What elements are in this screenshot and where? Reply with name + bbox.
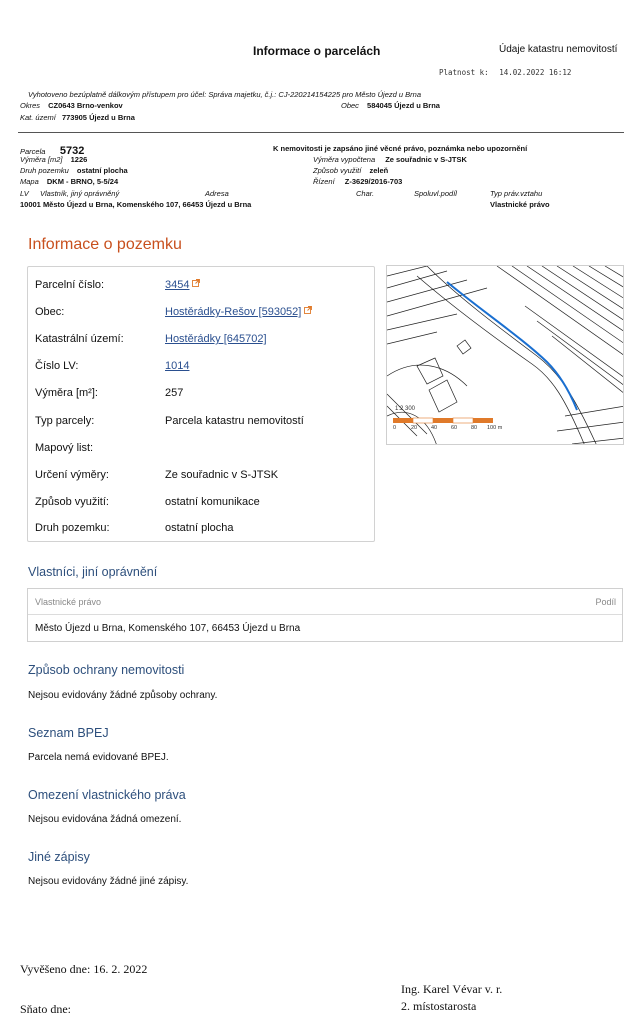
pozemek-info-box [27,266,375,542]
mapa-label: Mapa [20,177,39,186]
row-label-vymera: Výměra [m²]: [35,387,98,399]
owner-typ: Vlastnické právo [490,200,550,209]
obec-line [341,101,440,111]
vymera-value: 1226 [70,155,88,164]
ochrana-text: Nejsou evidovány žádné způsoby ochrany. [28,690,218,701]
row-label-obec: Obec: [35,306,65,318]
map-scale [393,418,493,423]
map-tick-80: 80 [471,425,478,431]
rizeni-value: Z-3629/2016-703 [344,177,403,186]
druh-value: ostatní plocha [165,522,234,534]
row-label-lv: Číslo LV: [35,360,79,372]
obec-value: 584045 Újezd u Brna [367,101,440,110]
parcela-label: Parcela [20,147,46,156]
signer-name: Ing. Karel Vévar v. r. [401,982,503,996]
obec-label: Obec [341,101,359,110]
map-tick-20: 20 [411,425,418,431]
map-tick-100: 100 m [487,425,503,431]
row-label-ku: Katastrální území: [35,333,124,345]
col-spoluvl: Spoluvl.podíl [414,189,457,198]
okres-value: CZ0643 Brno-venkov [48,101,123,110]
external-link-icon [304,306,312,314]
obec-link-value[interactable]: Hostěrádky-Rešov [593052] [165,306,302,318]
ku-link[interactable]: Hostěrádky [645702] [165,333,267,345]
row-label-typ: Typ parcely: [35,415,95,427]
vyuziti-label: Způsob využití [313,166,362,175]
vlastnici-title: Vlastníci, jiní oprávnění [28,565,158,579]
parcel-notice: K nemovitosti je zapsáno jiné věcné právo, poznámka nebo upozornění [273,144,528,153]
druh-line [20,166,128,176]
col-lv: LV [20,189,29,198]
col-vlastnicke-pravo: Vlastnické právo [35,597,102,607]
validity-label: Platnost k: [439,68,489,77]
row-label-mapovy-list: Mapový list: [35,442,94,454]
vypoctene-line [313,155,467,165]
page-title: Informace o parcelách [253,44,381,58]
vymera-label: Výměra [m2] [20,155,63,164]
jine-zapisy-title: Jiné zápisy [28,850,90,864]
druh-label: Druh pozemku [20,166,69,175]
mapa-line [20,177,118,187]
parcelni-cislo-link[interactable] [165,279,200,291]
col-vlastnik: Vlastník, jiný oprávněný [40,189,120,198]
row-label-druh: Druh pozemku: [35,522,110,534]
removed-date: Sňato dne: [20,1002,71,1016]
map-tick-0: 0 [393,425,397,431]
ku-label: Kat. území [20,113,56,122]
parcelni-cislo-value[interactable]: 3454 [165,279,190,291]
map-scale-label: 1:2 300 [395,406,416,412]
external-link-icon [192,279,200,287]
row-label-parcelni-cislo: Parcelní číslo: [35,279,105,291]
urceni-value: Ze souřadnic v S-JTSK [165,469,279,481]
omezeni-title: Omezení vlastnického práva [28,788,186,802]
vypoctene-value: Ze souřadnic v S-JTSK [385,155,467,164]
pozemek-title: Informace o pozemku [28,236,182,253]
jine-zapisy-text: Nejsou evidovány žádné jiné zápisy. [28,876,189,887]
bpej-title: Seznam BPEJ [28,726,109,740]
rizeni-line [313,177,402,187]
col-char: Char. [356,189,375,198]
cadastral-map[interactable] [386,265,624,445]
vypoctene-label: Výměra vypočtena [313,155,376,164]
row-label-urceni: Určení výměry: [35,469,109,481]
row-label-vyuziti: Způsob využití: [35,496,109,508]
okres-line [20,101,123,111]
header-right-label: Údaje katastru nemovitostí [499,44,618,55]
validity [439,68,571,77]
okres-label: Okres [20,101,41,110]
divider [18,132,624,133]
signer-role: 2. místostarosta [401,999,477,1013]
col-adresa: Adresa [205,189,229,198]
owner-row: 10001 Město Újezd u Brna, Komenského 107, 66453 Újezd u Brna [20,200,252,209]
typ-value: Parcela katastru nemovitostí [165,415,304,427]
vymera-value: 257 [165,387,184,399]
ku-value: 773905 Újezd u Brna [61,113,135,122]
access-note: Vyhotoveno bezúplatně dálkovým přístupem pro účel: Správa majetku, č.j.: CJ-220214154225 pro Město Újezd u Brna [28,90,421,99]
col-typ: Typ práv.vztahu [490,189,543,198]
owner-name: Město Újezd u Brna, Komenského 107, 66453 Újezd u Brna [35,623,301,634]
parcela-value: 5732 [59,145,85,157]
col-podil: Podíl [595,597,616,607]
lv-link[interactable]: 1014 [165,360,190,372]
druh-value: ostatní plocha [76,166,128,175]
vyuziti-value: ostatní komunikace [165,496,260,508]
rizeni-label: Řízení [313,177,335,186]
vyuziti-value: zeleň [369,166,389,175]
obec-link[interactable] [165,306,312,318]
bpej-text: Parcela nemá evidované BPEJ. [28,752,169,763]
owners-table [27,588,623,642]
owners-table-header [28,589,622,615]
map-tick-60: 60 [451,425,458,431]
ochrana-title: Způsob ochrany nemovitosti [28,663,185,677]
mapa-value: DKM - BRNO, 5-5/24 [46,177,119,186]
omezeni-text: Nejsou evidována žádná omezení. [28,814,182,825]
vyuziti-line [313,166,388,176]
posted-date: Vyvěšeno dne: 16. 2. 2022 [20,962,148,976]
map-drawing [387,266,624,445]
vymera-line [20,155,87,165]
ku-line [20,113,135,123]
map-tick-40: 40 [431,425,438,431]
validity-value: 14.02.2022 16:12 [499,68,572,77]
